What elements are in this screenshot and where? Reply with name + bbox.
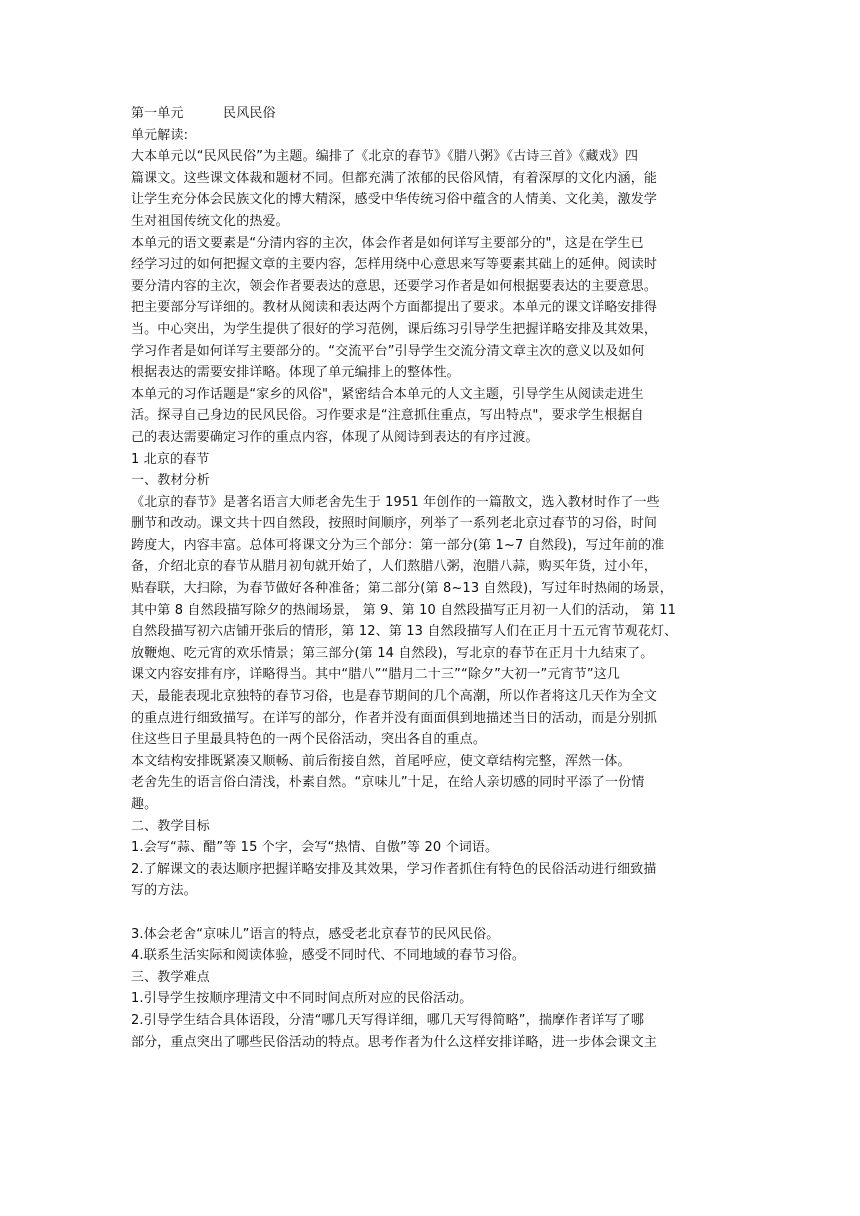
text-line: 《北京的春节》是著名语言大师老舍先生于 1951 年创作的一篇散文，选入教材时作了一些: [131, 494, 660, 510]
text-line: 部分，重点突出了哪些民俗活动的特点。思考作者为什么这样安排详略，进一步体会课文主: [131, 1034, 658, 1050]
text-line: 把主要部分写详细的。教材从阅读和表达两个方面都提出了要求。本单元的课文详略安排得: [131, 300, 658, 316]
text-line: 写的方法。: [131, 883, 197, 899]
document-page: [131, 103, 737, 1053]
text-line: 放鞭炮、吃元宵的欢乐情景；第三部分(第 14 自然段)，写北京的春节在正月十九结束了。: [131, 645, 654, 661]
text-line: 的重点进行细致描写。在详写的部分，作者并没有面面俱到地描述当日的活动，而是分别抓: [131, 710, 658, 726]
text-line: 本文结构安排既紧凑又顺畅、前后衔接自然，首尾呼应，使文章结构完整，浑然一体。: [131, 753, 631, 769]
text-line: 本单元的语文要素是“分清内容的主次，体会作者是如何详写主要部分的"，这是在学生已: [131, 235, 644, 251]
text-line: 活。探寻自己身边的民风民俗。习作要求是“注意抓住重点，写出特点"，要求学生根据自: [131, 408, 644, 424]
text-line: 2.了解课文的表达顺序把握详略安排及其效果，学习作者抓住有特色的民俗活动进行细致描: [131, 861, 657, 877]
blank-line: [131, 902, 737, 924]
text-line: 老舍先生的语言俗白清浅，朴素自然。“京味儿”十足，在给人亲切感的同时平添了一份情: [131, 775, 645, 791]
text-line: 篇课文。这些课文体裁和题材不同。但都充满了浓郁的民俗风情，有着深厚的文化内涵，能: [131, 170, 658, 186]
lesson-title: 1 北京的春节: [131, 451, 210, 467]
unit-interpretation-heading: 单元解读:: [131, 127, 189, 143]
text-line: 删节和改动。课文共十四自然段，按照时间顺序，列举了一系列老北京过春节的习俗，时间: [131, 516, 658, 532]
text-line: 课文内容安排有序，详略得当。其中“腊八”“腊月二十三”“除夕”大初一”元宵节”这几: [131, 667, 621, 683]
text-line: 自然段描写初六店铺开张后的情形，第 12、第 13 自然段描写人们在正月十五元宵节观花灯、: [131, 624, 678, 640]
section-heading: 一、教材分析: [131, 473, 210, 489]
text-line: 要分清内容的主次，领会作者要表达的意思，还要学习作者是如何根据要表达的主要意思。: [131, 278, 658, 294]
text-line: 当。中心突出，为学生提供了很好的学习范例，课后练习引导学生把握详略安排及其效果，: [131, 321, 658, 337]
text-line: 大本单元以“民风民俗”为主题。编排了《北京的春节》《腊八粥》《古诗三首》《藏戏》四: [131, 149, 639, 165]
text-line: 1.会写“蒜、醋”等 15 个字，会写“热情、自傲”等 20 个词语。: [131, 840, 499, 856]
text-line: 跨度大，内容丰富。总体可将课文分为三个部分：第一部分(第 1~7 自然段)，写过年前的准: [131, 537, 665, 553]
unit-title: 第一单元 民风民俗: [131, 106, 276, 121]
text-line: 4.联系生活实际和阅读体验，感受不同时代、不同地域的春节习俗。: [131, 948, 526, 964]
text-line: 本单元的习作话题是“家乡的风俗"，紧密结合本单元的人文主题，引导学生从阅读走进生: [131, 386, 644, 402]
text-line: 1.引导学生按顺序理清文中不同时间点所对应的民俗活动。: [131, 991, 473, 1007]
text-line: 3.体会老舍“京味儿”语言的特点，感受老北京春节的民风民俗。: [131, 926, 500, 942]
section-heading: 二、教学目标: [131, 818, 210, 834]
text-line: 学习作者是如何详写主要部分的。“交流平台”引导学生交流分清文章主次的意义以及如何: [131, 343, 645, 359]
section-heading: 三、教学难点: [131, 969, 210, 985]
text-line: 趣。: [131, 797, 158, 812]
text-line: 根据表达的需要安排详略。体现了单元编排上的整体性。: [131, 365, 460, 381]
text-line: 其中第 8 自然段描写除夕的热闹场景， 第 9、第 10 自然段描写正月初一人们的活动， 第 11: [131, 602, 677, 618]
text-line: 备，介绍北京的春节从腊月初旬就开始了，人们熬腊八粥，泡腊八蒜，购买年货，过小年，: [131, 559, 658, 575]
text-line: 贴春联，大扫除，为春节做好各种准备；第二部分(第 8~13 自然段)，写过年时热闹的场景，: [131, 581, 673, 597]
text-line: 经学习过的如何把握文章的主要内容，怎样用绕中心意思来写等要素其础上的延伸。阅读时: [131, 257, 658, 273]
text-line: 2.引导学生结合具体语段，分清“哪几天写得详细，哪几天写得简略”，揣摩作者详写了哪: [131, 1012, 645, 1028]
text-line: 己的表达需要确定习作的重点内容，体现了从阅诗到表达的有序过渡。: [131, 429, 539, 445]
text-line: 让学生充分体会民族文化的博大精深，感受中华传统习俗中蕴含的人情美、文化美，激发学: [131, 192, 658, 208]
text-line: 生对祖国传统文化的热爱。: [131, 213, 289, 229]
text-line: 住这些日子里最具特色的一两个民俗活动，突出各自的重点。: [131, 732, 487, 748]
text-line: 天，最能表现北京独特的春节习俗，也是春节期间的几个高潮，所以作者将这几天作为全文: [131, 689, 658, 705]
